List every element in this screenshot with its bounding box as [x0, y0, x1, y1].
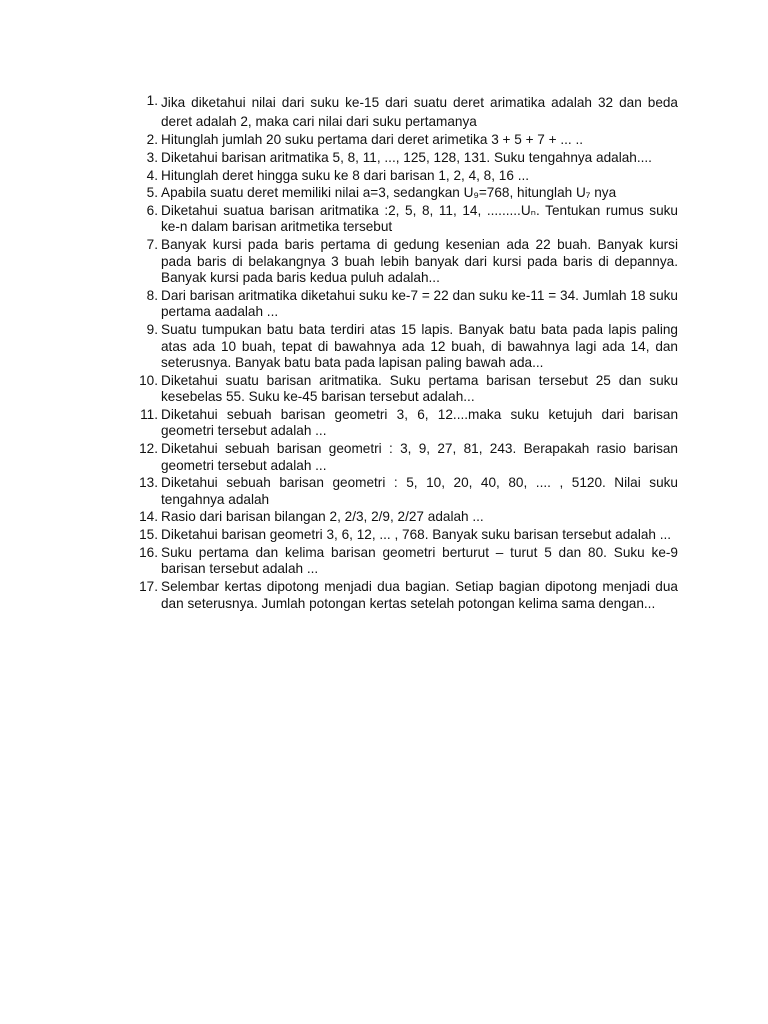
question-text: Diketahui suatua barisan aritmatika :2, 5, 8, 11, 14, .........Uₙ. Tentukan rumus suku ke-n dalam barisan aritmetika tersebut	[161, 202, 678, 235]
question-number: 10.	[139, 372, 158, 388]
question-item	[128, 185, 678, 202]
question-number: 11.	[140, 406, 158, 422]
question-number: 17.	[139, 579, 158, 594]
question-text: Diketahui sebuah barisan geometri : 5, 10, 20, 40, 80, .... , 5120. Nilai suku tengahnya adalah	[161, 475, 678, 507]
question-text: Rasio dari barisan bilangan 2, 2/3, 2/9, 2/27 adalah ...	[161, 509, 484, 525]
question-text: Selembar kertas dipotong menjadi dua bagian. Setiap bagian dipotong menjadi dua dan seterusnya. Jumlah potongan kertas setelah potongan kelima sama dengan...	[161, 579, 678, 611]
question-number: 16.	[139, 544, 158, 560]
question-number: 1.	[146, 93, 158, 108]
question-item	[128, 168, 678, 185]
question-item	[128, 203, 678, 236]
question-number: 14.	[139, 509, 158, 525]
question-item	[128, 373, 678, 406]
question-item	[128, 288, 678, 321]
question-item	[128, 93, 678, 131]
question-text: Hitunglah deret hingga suku ke 8 dari barisan 1, 2, 4, 8, 16 ...	[161, 167, 530, 183]
question-text: Jika diketahui nilai dari suku ke-15 dari suatu deret arimatika adalah 32 dan beda deret adalah 2, maka cari nilai dari suku pertamanya	[161, 95, 678, 129]
question-number: 2.	[146, 132, 158, 148]
question-text: Diketahui sebuah barisan geometri 3, 6, 12....maka suku ketujuh dari barisan geometri tersebut adalah ...	[161, 406, 678, 439]
question-item	[128, 579, 678, 612]
question-item	[128, 150, 678, 167]
question-text: Diketahui sebuah barisan geometri : 3, 9, 27, 81, 243. Berapakah rasio barisan geometri tersebut adalah ...	[161, 441, 678, 473]
question-number: 15.	[139, 527, 158, 543]
question-text: Diketahui barisan geometri 3, 6, 12, ... , 768. Banyak suku barisan tersebut adalah ...	[161, 527, 672, 543]
question-text: Suku pertama dan kelima barisan geometri berturut – turut 5 dan 80. Suku ke-9 barisan tersebut adalah ...	[161, 544, 678, 577]
question-item	[128, 509, 678, 526]
question-number: 3.	[146, 149, 158, 165]
question-text: Diketahui barisan aritmatika 5, 8, 11, ..., 125, 128, 131. Suku tengahnya adalah....	[161, 149, 652, 165]
question-text: Banyak kursi pada baris pertama di gedung kesenian ada 22 buah. Banyak kursi pada baris di belakangnya 3 buah lebih banyak dari kursi pada baris di depannya. Banyak kursi pada baris kedua puluh adalah...	[161, 237, 678, 286]
question-item	[128, 237, 678, 287]
question-text: Hitunglah jumlah 20 suku pertama dari deret arimetika 3 + 5 + 7 + ... ..	[161, 132, 584, 148]
question-text: Suatu tumpukan batu bata terdiri atas 15 lapis. Banyak batu bata pada lapis paling atas ada 10 buah, tepat di bawahnya ada 12 buah, di bawahnya lagi ada 14, dan seterusnya. Banyak batu bata pada lapisan paling bawah ada...	[161, 322, 678, 370]
question-number: 7.	[146, 237, 158, 253]
question-number: 6.	[146, 202, 158, 218]
question-text: Dari barisan aritmatika diketahui suku ke-7 = 22 dan suku ke-11 = 34. Jumlah 18 suku pertama aadalah ...	[161, 287, 678, 320]
question-item	[128, 132, 678, 149]
question-number: 5.	[146, 185, 158, 201]
question-item	[128, 545, 678, 578]
question-number: 12.	[139, 441, 158, 457]
question-number: 9.	[146, 322, 158, 337]
question-number: 4.	[146, 167, 158, 183]
question-number: 8.	[146, 287, 158, 303]
question-item	[128, 527, 678, 544]
question-item	[128, 441, 678, 474]
question-item	[128, 475, 678, 508]
question-item	[128, 407, 678, 440]
question-text: Diketahui suatu barisan aritmatika. Suku pertama barisan tersebut 25 dan suku kesebelas 55. Suku ke-45 barisan tersebut adalah...	[161, 372, 678, 405]
question-item	[128, 322, 678, 372]
question-number: 13.	[139, 475, 158, 491]
question-text: Apabila suatu deret memiliki nilai a=3, sedangkan U₉=768, hitunglah U₇ nya	[161, 185, 617, 201]
question-list	[128, 93, 678, 613]
